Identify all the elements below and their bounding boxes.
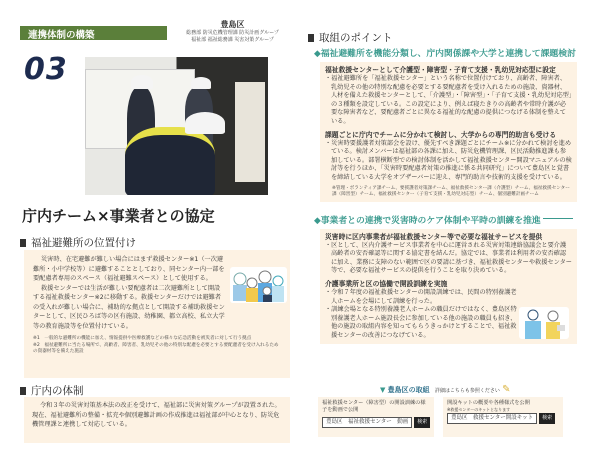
helmet	[191, 77, 211, 89]
search-query[interactable]: 豊島区 救援センター開設キット	[447, 413, 537, 424]
ward-name: 豊島区	[220, 20, 245, 29]
ref-note: ※救援センターのキットとなります	[447, 407, 511, 412]
ref-title: 福祉救援センター（障害型）の開設訓練の様子を動画で公開	[322, 400, 426, 413]
org-info	[170, 20, 295, 44]
square-icon	[308, 34, 314, 42]
paragraph: ・訓練会場となる特別養護老人ホームの職員だけではなく、豊島区特別養護老人ホーム施設長会に参加している他の施設の職員も招き、他の施設の取組内容を知ってもらうきっかけとすることで、福祉救援センターの改善につなげている。	[325, 306, 517, 339]
paragraph: ・令和７年度の福祉救援センターの開設訓練では、民間の特別養護老人ホームを会場にして訓練を行った。	[325, 288, 517, 305]
refs-label: 豊島区の取組	[387, 386, 430, 394]
refs-header	[380, 384, 511, 395]
paragraph: ・災害時要援護者対策部会を設け、優先すべき課題ごとにチーム※に分かれて検討を進めている。検討メンバーは福祉部の各課に加え、防災危機管理課、区民活動推進課も参加している。部署横断型での検討体制を活かして福祉救援センター開設マニュアルの検討等を行うほか、「災害時要配慮者対策の推進に係る共同研究」について豊島区と覚書を締結している大学をオブザーバーに迎え、専門的助言や技術的支援を受けている。	[325, 139, 572, 181]
case-number: 03	[24, 52, 68, 87]
heading-positioning	[20, 235, 136, 250]
staff-illustration	[519, 307, 569, 339]
search-button[interactable]: 検索	[539, 413, 555, 424]
point1-title: ◆福祉避難所を機能分類し、庁内関係課や大学と連携して課題検討	[314, 49, 576, 59]
helmet	[185, 112, 225, 134]
ref-card-video	[318, 397, 434, 437]
paragraph: ・区として、区内介護サービス事業者を中心に運営される災害対策連絡協議会と要介護高齢者の安否確認等に関する協定書を結んだ。協定では、事業者は利用者の安否確認に加え、業務に支障のない範囲で区の要請に基づき、福祉救援センターや救援センター等で、必要な福祉サービスの提供を行うことを取り決めている。	[325, 241, 572, 275]
internal-box	[24, 397, 290, 443]
point2-box	[320, 229, 577, 345]
paragraph: ・福祉避難所を「福祉救援センター」という名称で位置付けており、高齢者、障害者、乳幼児その他の特別な配慮を必要とする要配慮者を受け入れるための施設、資器材、人材を備えた救援センターとして、「介護型」・「障害型」・「子育て支援・乳幼児対応型」の３種類を設定している。この設定により、例えば寝たきりの高齢者や常時介護が必要な障害者など、要配慮者ごとに異なる福祉的な配慮の提供につなげる体制を整えている。	[325, 75, 572, 125]
heading-points	[308, 30, 580, 45]
square-icon	[20, 387, 26, 395]
dept-line: 総務部 防災危機管理課 防災計画グループ	[186, 30, 279, 36]
heading-text: 庁内の体制	[31, 385, 84, 397]
pencil-icon: ✎	[502, 384, 511, 395]
title-text: ◆事業者との連携で災害時のケア体制や平時の訓練を推進	[314, 215, 541, 226]
right-column	[308, 30, 580, 344]
page-title: 庁内チーム×事業者との協定	[22, 207, 215, 225]
ref-card-kit	[443, 397, 563, 437]
triangle-down-icon: ▼	[380, 386, 386, 394]
subheading: 課題ごとに庁内でチームに分かれて検討し、大学からの専門的助言も受ける	[325, 130, 557, 139]
subheading: 災害時に区内事業者が福祉救援センター等で必要な福祉サービスを提供	[325, 232, 543, 241]
heading-text: 福祉避難所の位置付け	[31, 237, 136, 249]
rule	[543, 218, 573, 219]
paragraph: 救援センターでは生活が難しい要配慮者は二次避難所として開設する福祉救援センター※2に移動する。救援センターだけでは避難者の受入れが難しい場合に、補助的な拠点として開設する補助救援センターとして、区民ひろば等の区有施設、幼稚園、都立高校、私立大学等の教育施設等を位置付けている。	[33, 284, 225, 330]
heading-internal	[20, 383, 84, 398]
ref-title: 開設キットの概要や各種様式を公開	[447, 400, 530, 406]
square-icon	[20, 239, 26, 247]
paragraph: 災害時、在宅避難が難しい場合にはまず救援センター※1（一次避難所・小中学校等）に避難することとしており、同センター内一部を要配慮者専用のスペース（福祉避難スペース）として使用する。	[33, 256, 225, 282]
person	[125, 127, 215, 195]
footnote: ※1 一般的な避難所の機能に加え、情報提供や医療救護などの様々な応急活動を被災者に対して行う拠点	[33, 336, 252, 341]
subheading: 福祉救援センターとして介護型・障害型・子育て支援・乳幼児対応型に設定	[325, 66, 556, 74]
footnote: ※2 福祉避難所に当たる場所で、高齢者、障害者、乳幼児その他の特別な配慮を必要とする要配慮者を受け入れるための資器材等を備えた施設	[33, 343, 279, 354]
dept-line: 福祉部 福祉総務課 災害対策グループ	[191, 37, 274, 43]
footnote: ※管理・ボランティア課チーム、要援護者対策課チーム、福祉救援センター課（介護型）チーム、福祉救援センター課（障害型）チーム、福祉救援センター（子育て支援・乳幼児対応型）チーム、個別避難計画チーム	[332, 185, 570, 197]
partition	[235, 82, 265, 182]
training-photo	[85, 57, 268, 195]
point2-title	[314, 208, 580, 227]
search-button[interactable]: 検索	[414, 417, 430, 428]
subheading: 介護事業所と区の協働で開設訓練を実施	[325, 279, 448, 288]
family-illustration	[230, 267, 287, 303]
paragraph: 令和３年の災害対策基本法の改正を受けて、福祉部に災害対策グループが設置された。現在、福祉避難所の整備・拡充や個別避難計画の作成推進は福祉部が中心となり、防災危機管理課と連携して対応している。	[32, 402, 281, 428]
search-query[interactable]: 豊島区 福祉救援センター 動画	[322, 417, 412, 428]
point1-box	[320, 62, 577, 202]
refs-hint: 詳細はこちらも参照ください	[434, 388, 500, 394]
section-label: 連携体制の構築	[20, 26, 167, 40]
positioning-box	[24, 250, 290, 378]
heading-text: 取組のポイント	[319, 32, 393, 44]
helmet	[131, 75, 153, 89]
